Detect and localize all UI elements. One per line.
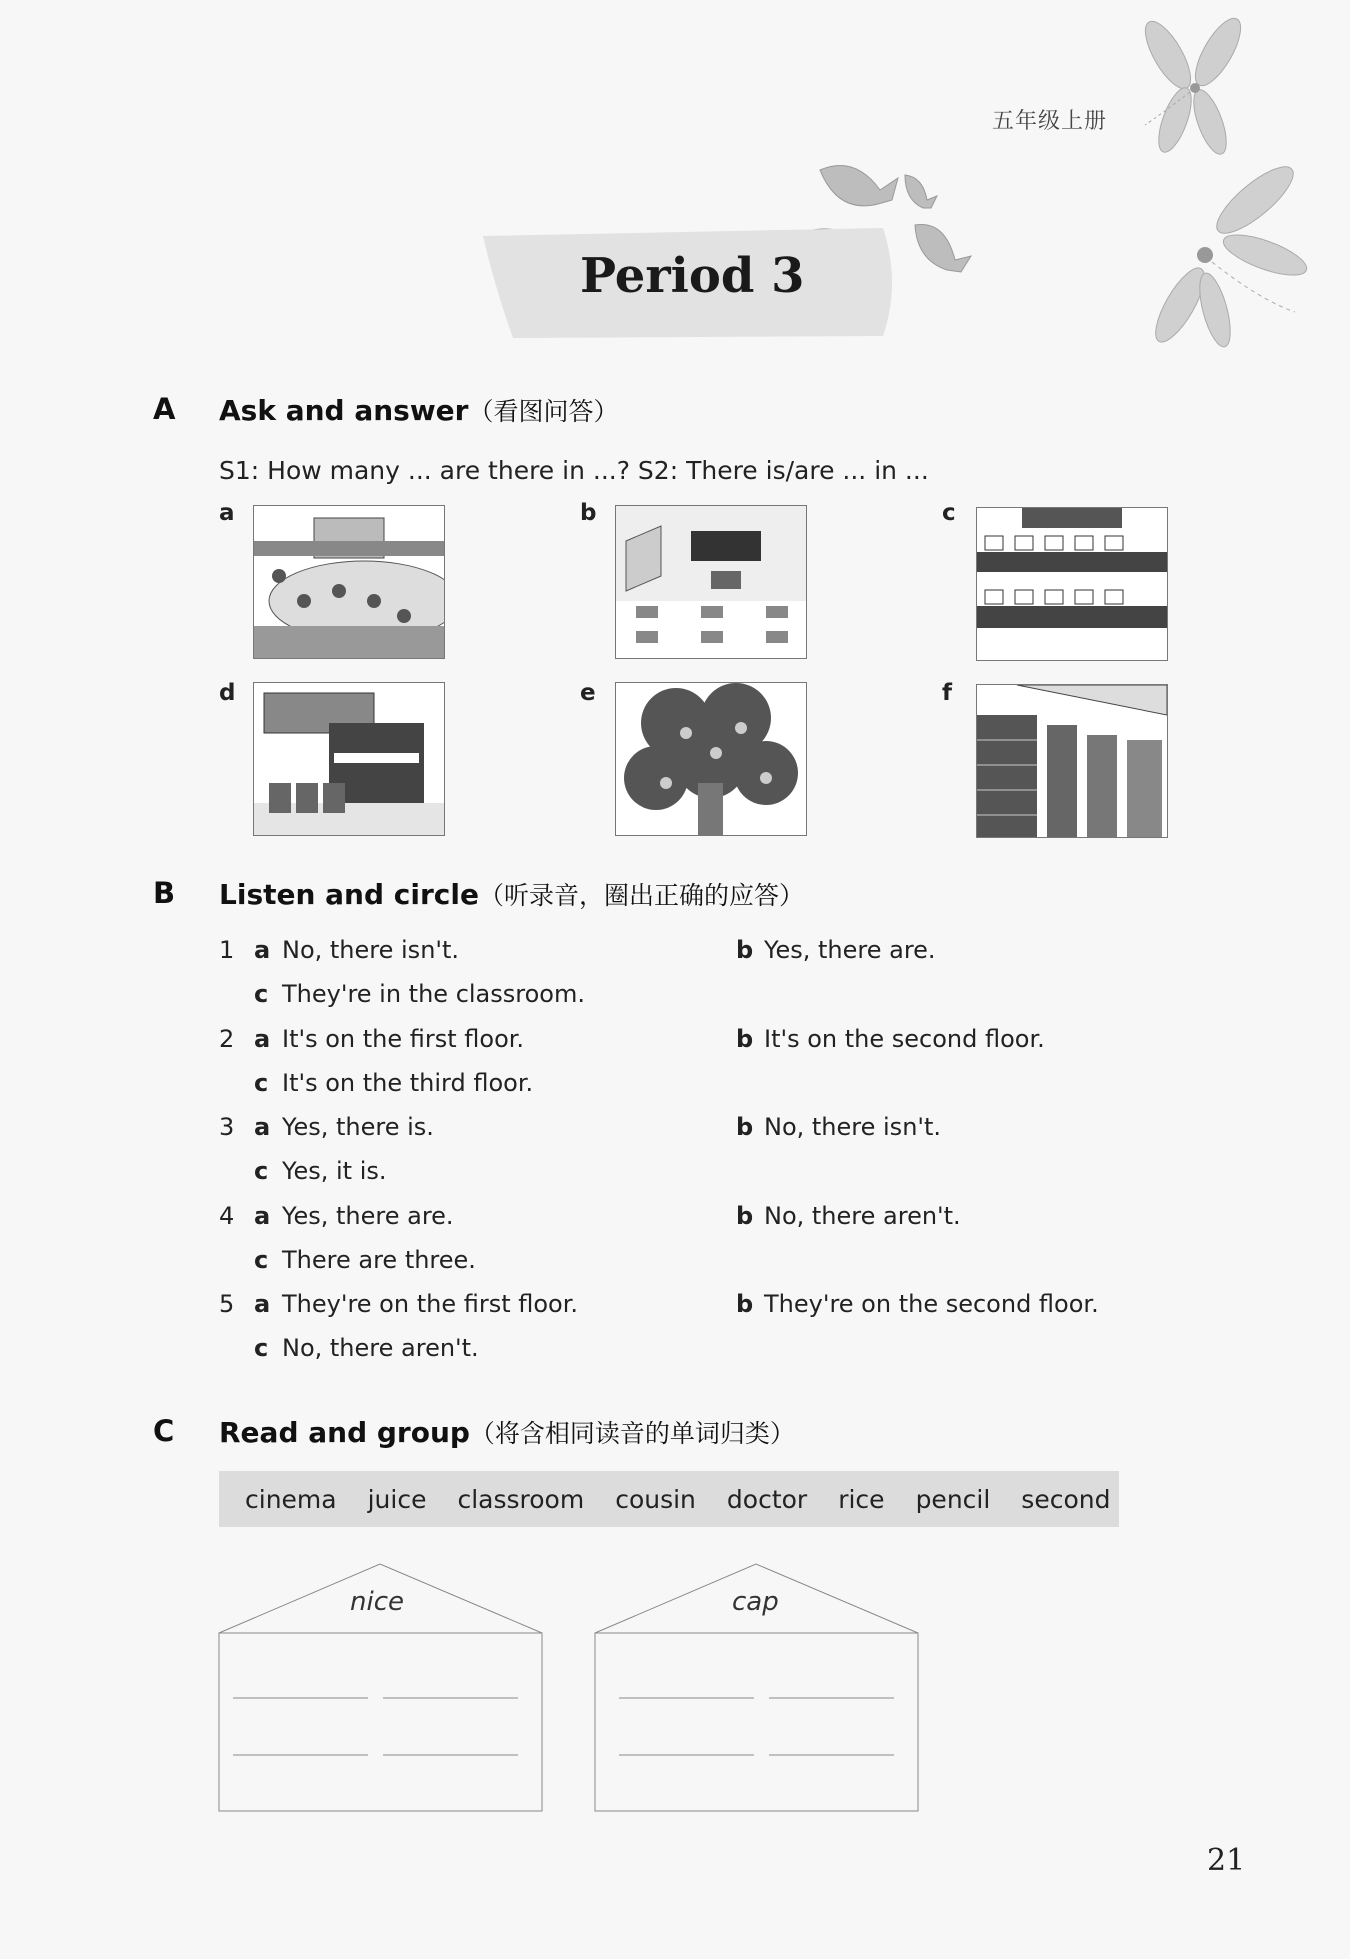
option-letter: c: [254, 1157, 269, 1185]
option-letter: a: [254, 1290, 271, 1318]
section-c-title-cn: （将含相同读音的单词归类）: [469, 1419, 795, 1448]
word-bank-item: cousin: [615, 1484, 696, 1514]
word-bank: [219, 1471, 1119, 1527]
dragonfly-decoration-top: [0, 0, 1350, 400]
section-a-prompt: S1: How many ... are there in ...? S2: There is/are ... in ...: [219, 456, 929, 485]
section-a-title-cn: （看图问答）: [468, 397, 619, 426]
question-number: 3: [219, 1113, 235, 1141]
question-number: 1: [219, 936, 235, 964]
option-text: Yes, there are.: [764, 936, 936, 964]
section-a-title-en: Ask and answer: [219, 394, 469, 427]
section-b-title: [219, 876, 804, 912]
section-a-letter: A: [153, 392, 176, 426]
option-letter: b: [736, 1025, 754, 1053]
option-letter: c: [254, 1334, 269, 1362]
picture-playground: [253, 505, 445, 659]
answer-option-a[interactable]: [254, 1025, 524, 1053]
answer-lines: [233, 1698, 518, 1755]
answer-option-b[interactable]: [736, 1113, 941, 1141]
section-c-letter: C: [153, 1414, 175, 1448]
word-bank-item: cinema: [245, 1484, 337, 1514]
page-title: Period 3: [580, 248, 805, 304]
question-number: 5: [219, 1290, 235, 1318]
answer-option-a[interactable]: [254, 1290, 578, 1318]
section-a-title: [219, 392, 619, 428]
option-text: It's on the third floor.: [282, 1069, 534, 1097]
answer-lines: [619, 1698, 894, 1755]
answer-option-b[interactable]: [736, 936, 936, 964]
picture-label-a: a: [219, 500, 235, 526]
answer-option-c[interactable]: [254, 980, 585, 1008]
answer-option-b[interactable]: [736, 1290, 1099, 1318]
picture-label-b: b: [580, 500, 597, 526]
word-bank-item: rice: [838, 1484, 885, 1514]
option-letter: c: [254, 980, 269, 1008]
option-text: It's on the first floor.: [282, 1025, 525, 1053]
picture-music-room: [253, 682, 445, 836]
picture-label-e: e: [580, 680, 596, 706]
dragonfly-decoration-bottom: [1147, 157, 1311, 350]
answer-option-b[interactable]: [736, 1202, 961, 1230]
option-text: Yes, it is.: [282, 1157, 387, 1185]
option-letter: b: [736, 1202, 754, 1230]
house-label-cap: cap: [732, 1587, 779, 1617]
option-text: Yes, there are.: [282, 1202, 454, 1230]
answer-option-a[interactable]: [254, 936, 459, 964]
option-text: No, there aren't.: [764, 1202, 961, 1230]
option-text: No, there isn't.: [764, 1113, 942, 1141]
house-label-nice: nice: [350, 1587, 404, 1617]
option-letter: b: [736, 1113, 754, 1141]
answer-option-b[interactable]: [736, 1025, 1045, 1053]
question-number: 2: [219, 1025, 235, 1053]
option-letter: a: [254, 1025, 271, 1053]
answer-option-c[interactable]: [254, 1246, 476, 1274]
option-letter: c: [254, 1246, 269, 1274]
word-bank-item: second: [1021, 1484, 1111, 1514]
option-text: No, there aren't.: [282, 1334, 479, 1362]
option-text: They're on the first floor.: [282, 1290, 579, 1318]
section-c-title-en: Read and group: [219, 1416, 470, 1449]
picture-classroom: [615, 505, 807, 659]
option-text: No, there isn't.: [282, 936, 460, 964]
option-letter: b: [736, 936, 754, 964]
word-bank-item: doctor: [726, 1484, 808, 1514]
option-text: Yes, there is.: [282, 1113, 434, 1141]
question-number: 4: [219, 1202, 235, 1230]
word-bank-item: pencil: [915, 1484, 991, 1514]
word-bank-item: juice: [367, 1484, 427, 1514]
section-b-title-en: Listen and circle: [219, 878, 479, 911]
picture-tree: [615, 682, 807, 836]
option-text: They're on the second floor.: [764, 1290, 1099, 1318]
picture-computer-room: [976, 507, 1168, 661]
option-letter: a: [254, 936, 271, 964]
page-number: 21: [1207, 1843, 1246, 1878]
grade-label: 五年级上册: [992, 109, 1108, 134]
answer-option-a[interactable]: [254, 1202, 454, 1230]
option-text: They're in the classroom.: [282, 980, 585, 1008]
option-text: There are three.: [282, 1246, 476, 1274]
option-letter: a: [254, 1202, 271, 1230]
answer-option-a[interactable]: [254, 1113, 434, 1141]
option-letter: a: [254, 1113, 271, 1141]
picture-label-d: d: [219, 680, 236, 706]
word-bank-item: classroom: [457, 1484, 585, 1514]
picture-label-c: c: [942, 500, 956, 526]
answer-option-c[interactable]: [254, 1157, 387, 1185]
section-b-letter: B: [153, 876, 176, 910]
section-b-title-cn: （听录音，圈出正确的应答）: [478, 881, 804, 910]
section-c-title: [219, 1414, 795, 1450]
option-letter: b: [736, 1290, 754, 1318]
option-letter: c: [254, 1069, 269, 1097]
picture-label-f: f: [942, 680, 953, 706]
picture-library: [976, 684, 1168, 838]
answer-option-c[interactable]: [254, 1069, 533, 1097]
answer-option-c[interactable]: [254, 1334, 479, 1362]
option-text: It's on the second floor.: [764, 1025, 1045, 1053]
